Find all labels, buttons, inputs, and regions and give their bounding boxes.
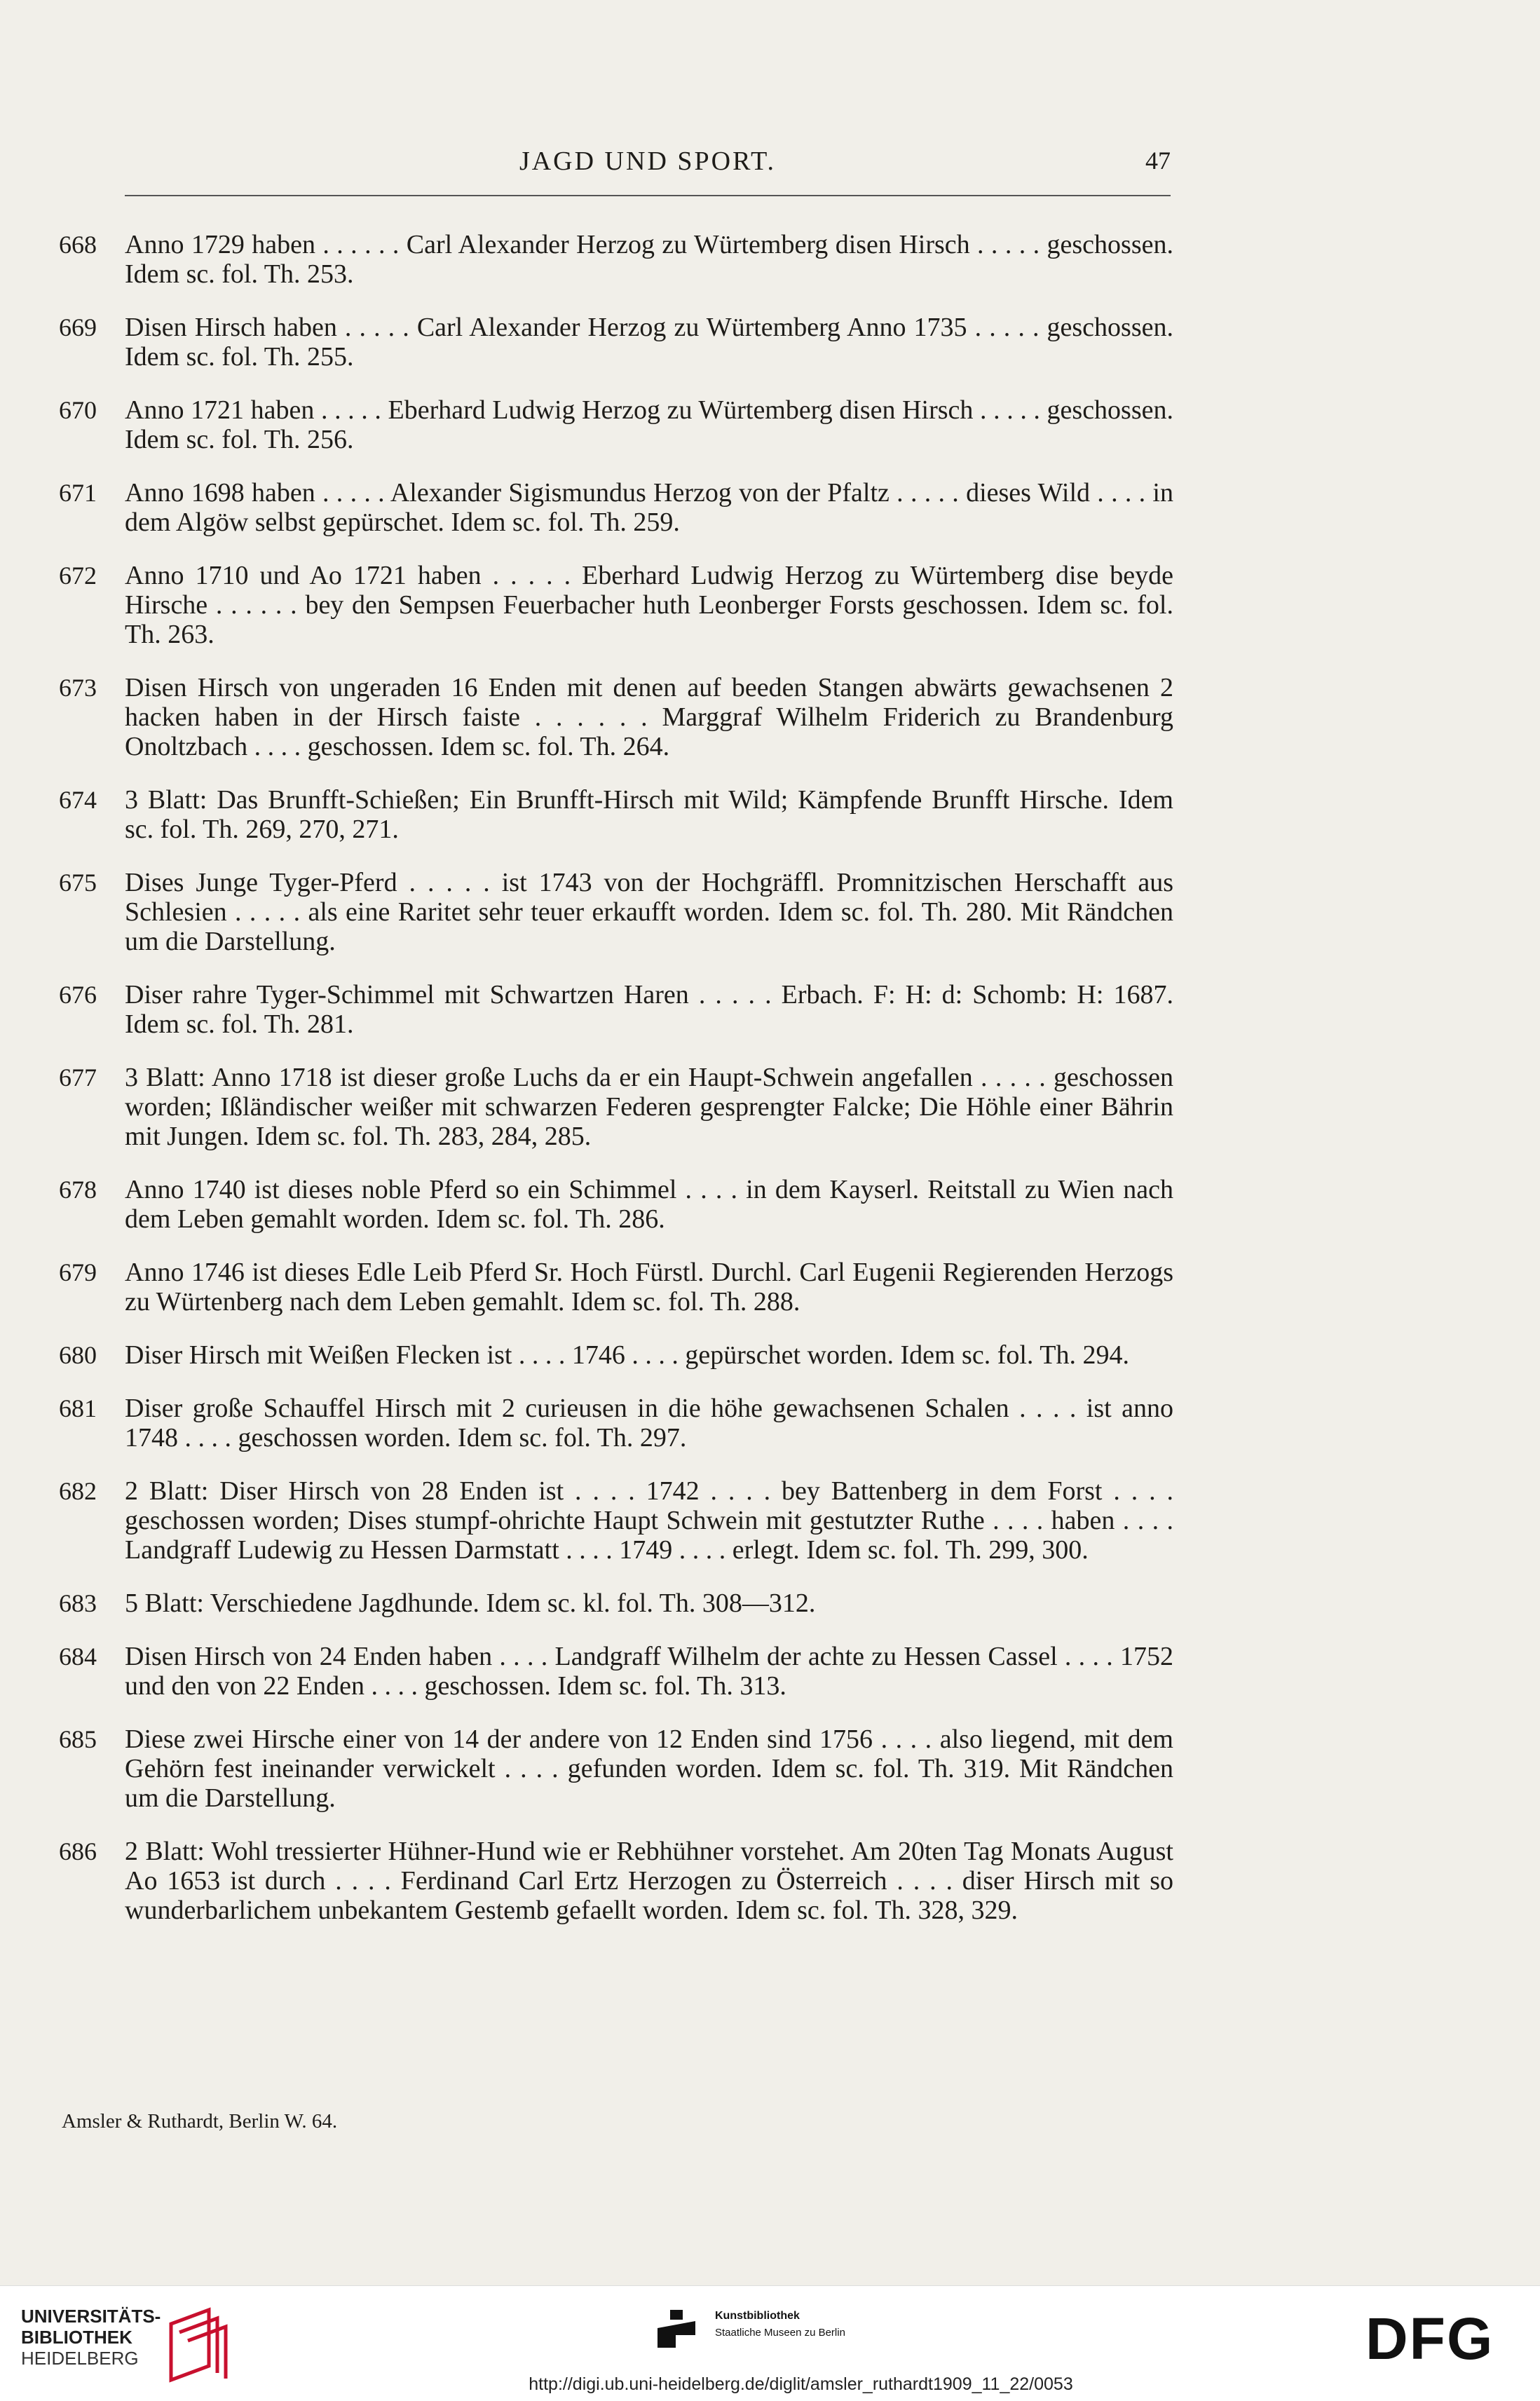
entry-text: Diese zwei Hirsche einer von 14 der andere von 12 Enden sind 1756 . . . . also liegend, mit dem Gehörn fest ineinander verwickelt . . . . gefunden worden. Idem sc. fol. Th. 319. Mit Rändchen um die Darstellung.	[125, 1725, 1173, 1813]
entry-text: Diser rahre Tyger-Schimmel mit Schwartzen Haren . . . . . Erbach. F: H: d: Schomb: H: 1687. Idem sc. fol. Th. 281.	[125, 980, 1173, 1039]
entry-number: 686	[59, 1837, 97, 1865]
entry-text: 3 Blatt: Das Brunfft-Schießen; Ein Brunfft-Hirsch mit Wild; Kämpfende Brunfft Hirsche. Idem sc. fol. Th. 269, 270, 271.	[125, 785, 1173, 844]
page-number: 47	[1145, 147, 1171, 175]
running-header	[125, 146, 1171, 196]
catalog-entry	[59, 1725, 1173, 1813]
dfg-wordmark: DFG	[1365, 2310, 1494, 2366]
library-book-icon	[158, 2306, 236, 2383]
catalog-entry	[59, 478, 1173, 537]
printer-imprint: Amsler & Ruthardt, Berlin W. 64.	[62, 2110, 338, 2133]
entry-text: Diser große Schauffel Hirsch mit 2 curieusen in die höhe gewachsenen Schalen . . . . ist anno 1748 . . . . geschossen worden. Idem sc. fol. Th. 297.	[125, 1394, 1173, 1453]
entry-text: Disen Hirsch von 24 Enden haben . . . . Landgraff Wilhelm der achte zu Hessen Cassel . . . . 1752 und den von 22 Enden . . . . geschossen. Idem sc. fol. Th. 313.	[125, 1642, 1173, 1701]
entry-number: 669	[59, 313, 97, 341]
running-title: JAGD UND SPORT.	[519, 147, 777, 176]
entry-number: 681	[59, 1394, 97, 1422]
catalog-entry	[59, 868, 1173, 956]
entry-number: 671	[59, 479, 97, 507]
catalog-entry	[59, 395, 1173, 454]
kunstbibliothek-emblem-icon	[655, 2307, 698, 2351]
entry-number: 674	[59, 786, 97, 814]
entry-text: Anno 1698 haben . . . . . Alexander Sigismundus Herzog von der Pfaltz . . . . . dieses Wild . . . . in dem Algöw selbst gepürschet. Idem sc. fol. Th. 259.	[125, 478, 1173, 537]
entry-number: 680	[59, 1341, 97, 1369]
entry-number: 672	[59, 562, 97, 590]
catalog-entry	[59, 980, 1173, 1039]
entry-text: 2 Blatt: Diser Hirsch von 28 Enden ist . . . . 1742 . . . . bey Battenberg in dem Forst . . . . geschossen worden; Dises stumpf-ohrichte Haupt Schwein mit gestutzter Ruthe . . . . haben . . . . Landgraff Ludewig zu Hessen Darmstatt . . . . 1749 . . . . erlegt. Idem sc. fol. Th. 299, 300.	[125, 1476, 1173, 1565]
dfg-logo[interactable]	[1365, 2310, 1520, 2366]
catalog-entry	[59, 1642, 1173, 1701]
catalog-entry	[59, 313, 1173, 372]
entry-text: Anno 1710 und Ao 1721 haben . . . . . Eberhard Ludwig Herzog zu Würtemberg dise beyde Hirsche . . . . . . bey den Sempsen Feuerbacher huth Leonberger Forsts geschossen. Idem sc. fol. Th. 263.	[125, 561, 1173, 649]
entry-text: Disen Hirsch von ungeraden 16 Enden mit denen auf beeden Stangen abwärts gewachsenen 2 hacken haben in der Hirsch faiste . . . . . . Marggraf Wilhelm Friderich zu Brandenburg Onoltzbach . . . . geschossen. Idem sc. fol. Th. 264.	[125, 673, 1173, 761]
catalog-entry	[59, 1175, 1173, 1234]
entry-number: 683	[59, 1589, 97, 1617]
permalink-url[interactable]: http://digi.ub.uni-heidelberg.de/diglit/amsler_ruthardt1909_11_22/0053	[529, 2374, 1073, 2394]
entry-number: 684	[59, 1642, 97, 1671]
logo-text-line: UNIVERSITÄTS-	[21, 2306, 161, 2327]
entry-text: 3 Blatt: Anno 1718 ist dieser große Luchs da er ein Haupt-Schwein angefallen . . . . . geschossen worden; Ißländischer weißer mit schwarzen Federen gesprengter Falcke; Die Höhle einer Bährin mit Jungen. Idem sc. fol. Th. 283, 284, 285.	[125, 1063, 1173, 1151]
entry-number: 679	[59, 1258, 97, 1286]
logo-text-line: BIBLIOTHEK	[21, 2327, 132, 2348]
entry-text: Anno 1721 haben . . . . . Eberhard Ludwig Herzog zu Würtemberg disen Hirsch . . . . . geschossen. Idem sc. fol. Th. 256.	[125, 395, 1173, 454]
catalog-entry	[59, 1063, 1173, 1151]
entry-text: Anno 1746 ist dieses Edle Leib Pferd Sr. Hoch Fürstl. Durchl. Carl Eugenii Regierenden Herzogs zu Würtenberg nach dem Leben gemahlt. Idem sc. fol. Th. 288.	[125, 1258, 1173, 1317]
kunstbibliothek-logo[interactable]	[655, 2301, 879, 2358]
catalog-entries	[59, 230, 1173, 1949]
viewer-footer	[0, 2285, 1540, 2401]
catalog-entry	[59, 1340, 1173, 1370]
catalog-entry	[59, 1258, 1173, 1317]
catalog-entry	[59, 673, 1173, 761]
catalog-entry	[59, 1589, 1173, 1618]
kunstbibliothek-name: Kunstbibliothek	[715, 2310, 800, 2322]
entry-number: 678	[59, 1176, 97, 1204]
entry-number: 676	[59, 981, 97, 1009]
kunstbibliothek-subtitle: Staatliche Museen zu Berlin	[715, 2327, 845, 2339]
catalog-entry	[59, 1394, 1173, 1453]
entry-text: Dises Junge Tyger-Pferd . . . . . ist 1743 von der Hochgräffl. Promnitzischen Herschafft aus Schlesien . . . . . als eine Raritet sehr teuer erkaufft worden. Idem sc. fol. Th. 280. Mit Rändchen um die Darstellung.	[125, 868, 1173, 956]
entry-number: 682	[59, 1477, 97, 1505]
entry-number: 675	[59, 869, 97, 897]
catalog-entry	[59, 785, 1173, 844]
entry-text: Diser Hirsch mit Weißen Flecken ist . . . . 1746 . . . . gepürschet worden. Idem sc. fol. Th. 294.	[125, 1340, 1129, 1370]
catalog-entry	[59, 230, 1173, 289]
catalog-entry	[59, 1837, 1173, 1925]
university-library-logo[interactable]	[21, 2306, 231, 2383]
entry-number: 685	[59, 1725, 97, 1753]
entry-text: 5 Blatt: Verschiedene Jagdhunde. Idem sc. kl. fol. Th. 308—312.	[125, 1589, 816, 1618]
catalog-entry	[59, 1476, 1173, 1565]
entry-text: 2 Blatt: Wohl tressierter Hühner-Hund wie er Rebhühner vorstehet. Am 20ten Tag Monats August Ao 1653 ist durch . . . . Ferdinand Carl Ertz Herzogen zu Österreich . . . . diser Hirsch mit so wunderbarlichem unbekantem Gestemb gefaellt worden. Idem sc. fol. Th. 328, 329.	[125, 1837, 1173, 1925]
entry-text: Disen Hirsch haben . . . . . Carl Alexander Herzog zu Würtemberg Anno 1735 . . . . . geschossen. Idem sc. fol. Th. 255.	[125, 313, 1173, 372]
logo-text-line: HEIDELBERG	[21, 2348, 139, 2369]
entry-number: 677	[59, 1063, 97, 1091]
catalog-entry	[59, 561, 1173, 649]
entry-text: Anno 1740 ist dieses noble Pferd so ein Schimmel . . . . in dem Kayserl. Reitstall zu Wien nach dem Leben gemahlt worden. Idem sc. fol. Th. 286.	[125, 1175, 1173, 1234]
entry-number: 668	[59, 231, 97, 259]
entry-number: 670	[59, 396, 97, 424]
entry-text: Anno 1729 haben . . . . . . Carl Alexander Herzog zu Würtemberg disen Hirsch . . . . . geschossen. Idem sc. fol. Th. 253.	[125, 230, 1173, 289]
entry-number: 673	[59, 674, 97, 702]
